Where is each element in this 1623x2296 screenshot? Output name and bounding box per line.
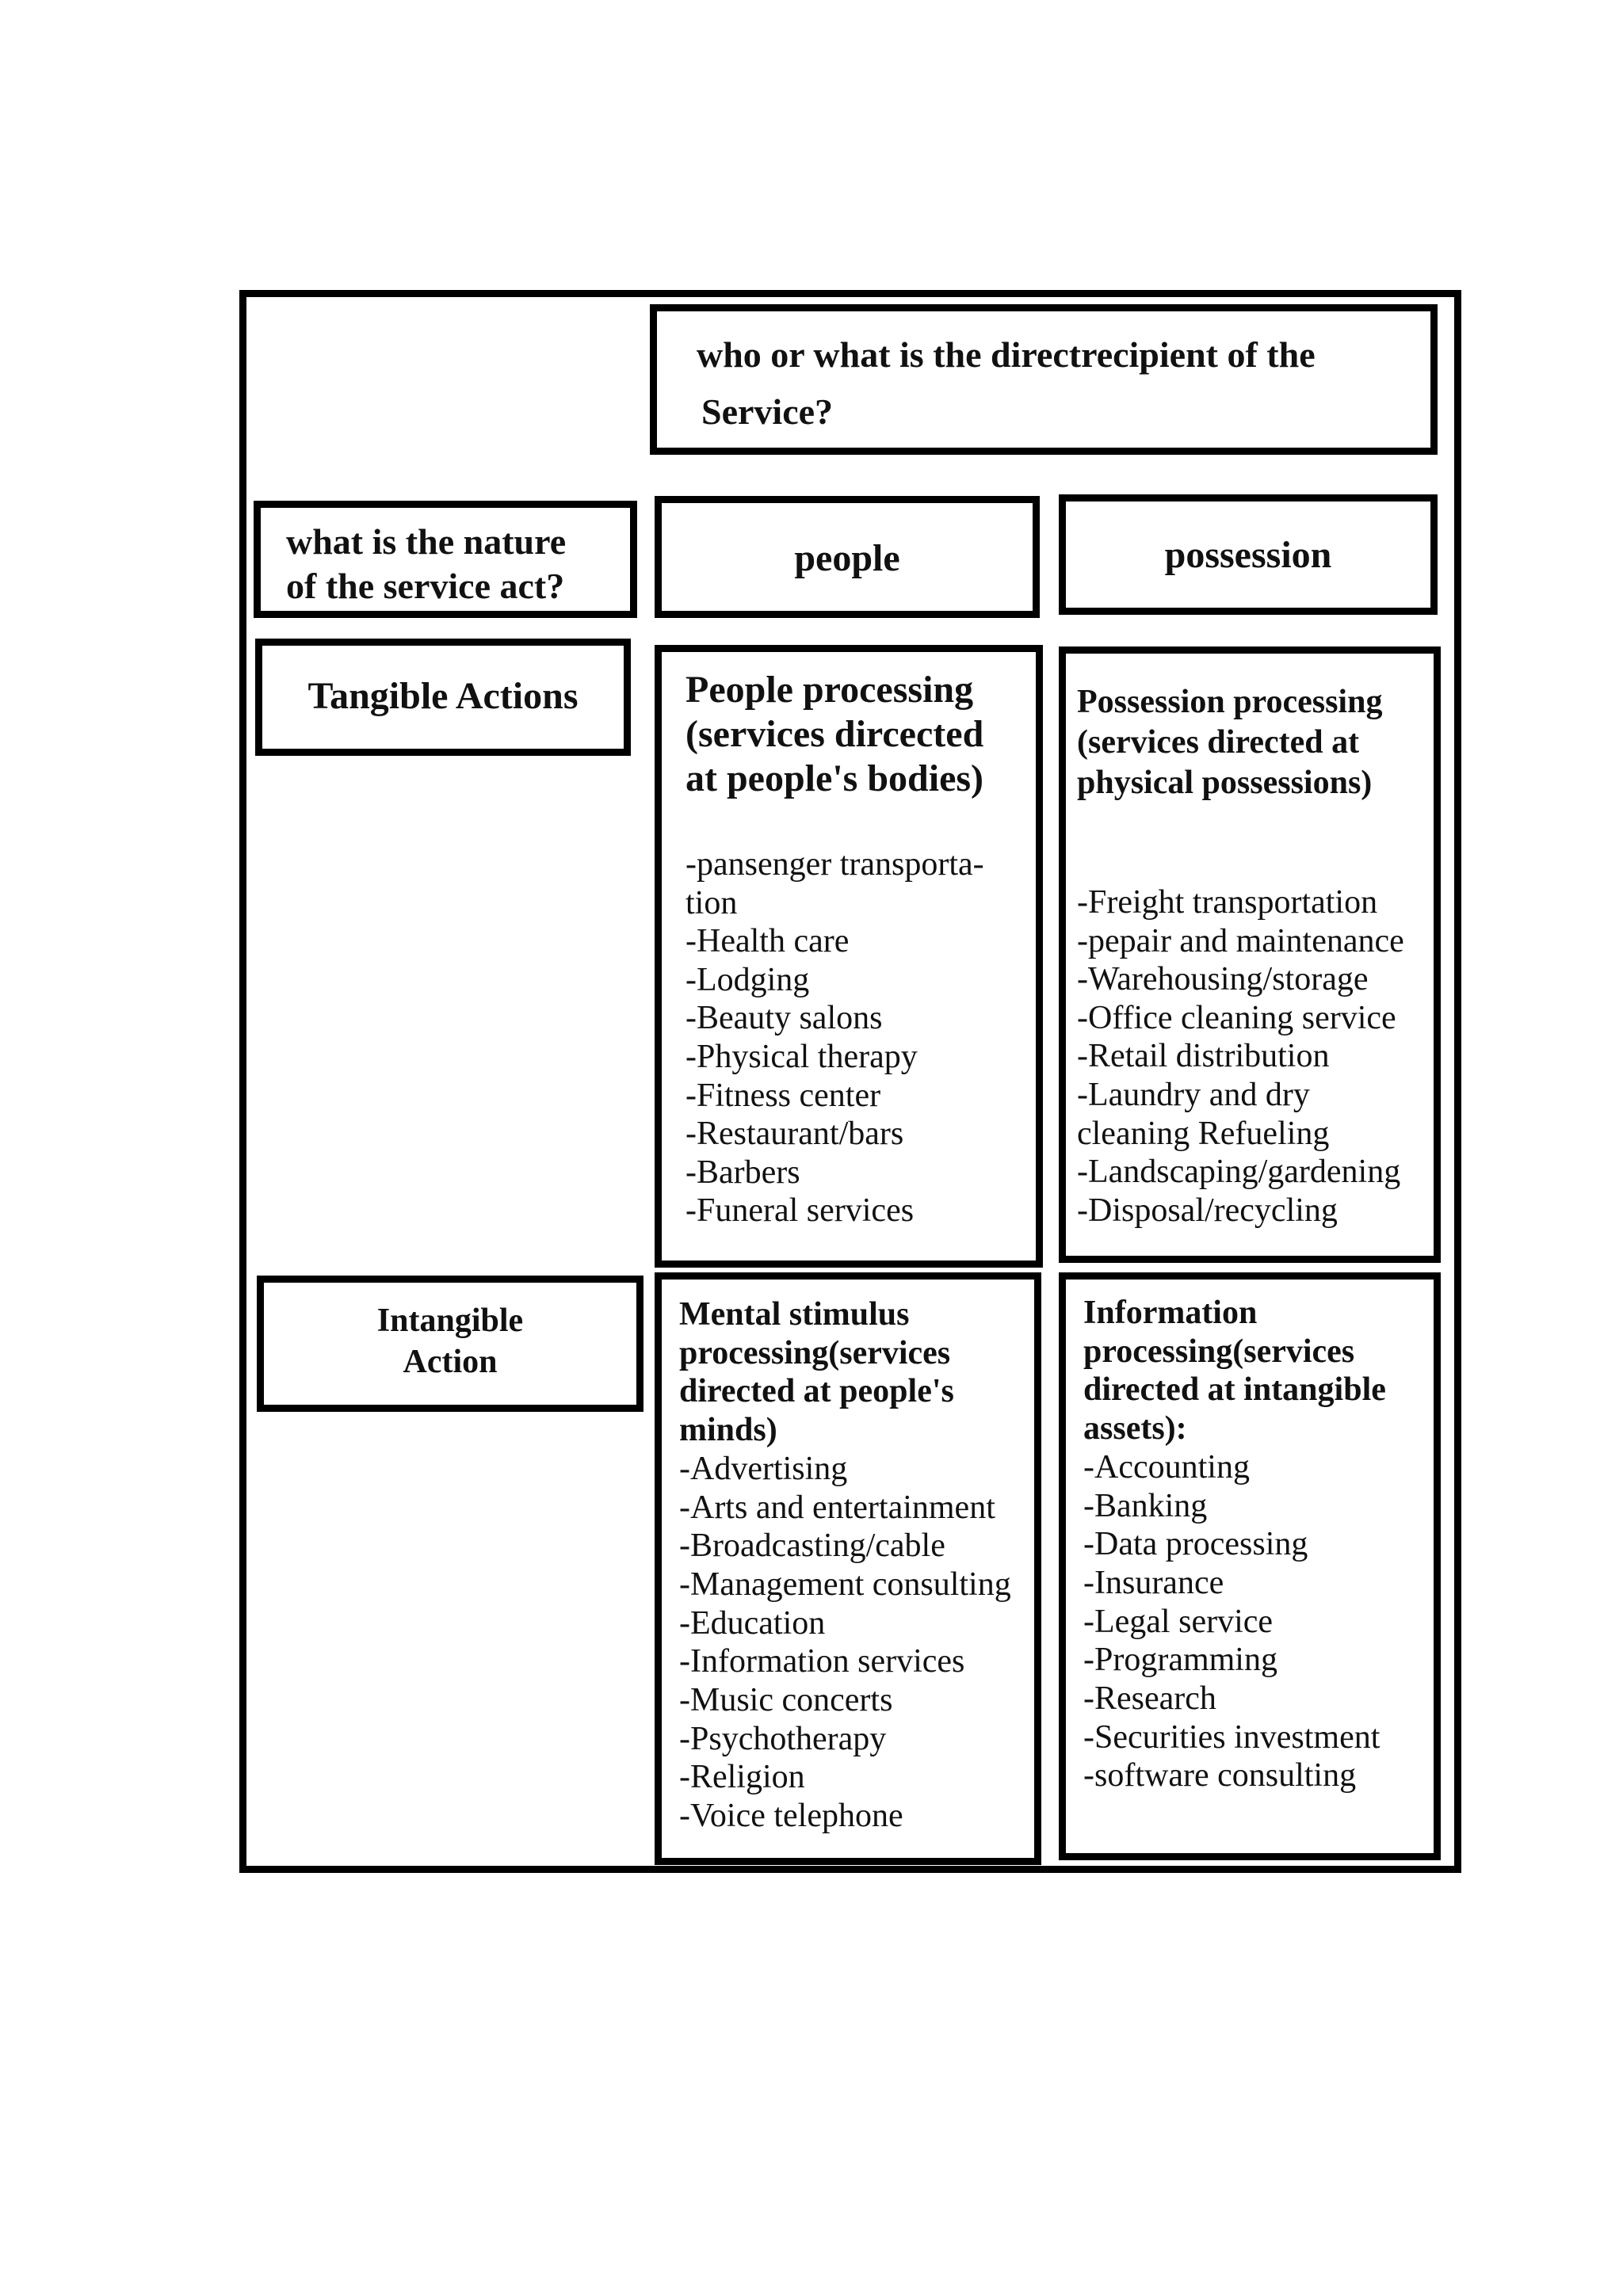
- nature-question-box: [254, 501, 637, 618]
- information-processing-title: Information processing(services directed at intangible assets):: [1083, 1295, 1386, 1447]
- people-column-label: people: [794, 537, 900, 579]
- information-processing-cell: [1059, 1272, 1441, 1860]
- mental-stimulus-processing-items: -Advertising -Arts and entertainment -Broadcasting/cable -Management consulting -Education -Information services -Music concerts -Psychotherapy -Religion -Voice telephone: [679, 1450, 1011, 1835]
- nature-question-line2: of the service act?: [286, 566, 565, 606]
- possession-column-label: possession: [1164, 534, 1332, 576]
- recipient-question-line1: who or what is the directrecipient of the: [697, 334, 1316, 375]
- information-processing-content: [1083, 1294, 1386, 1795]
- mental-stimulus-processing-title: Mental stimulus processing(services directed at people's minds): [679, 1296, 954, 1449]
- mental-stimulus-processing-cell: [655, 1272, 1041, 1865]
- nature-question-line1: what is the nature: [286, 521, 567, 562]
- intangible-action-label-line1: Intangible: [376, 1302, 524, 1339]
- recipient-question-box: [650, 304, 1438, 455]
- possession-processing-items: -Freight transportation -pepair and maintenance -Warehousing/storage -Office cleaning service -Retail distribution -Laundry and dry cleaning Refueling -Landscaping/gardening -Disposal/recycling: [1077, 884, 1404, 1229]
- people-processing-items: -pansenger transporta- tion -Health care -Lodging -Beauty salons -Physical therapy -Fitness center -Restaurant/bars -Barbers -Funeral services: [685, 846, 984, 1230]
- people-processing-cell: [655, 645, 1043, 1268]
- intangible-action-row-header: [257, 1276, 643, 1412]
- people-column-header: [655, 496, 1040, 618]
- possession-processing-title: Possession processing (services directed at physical possessions): [1077, 684, 1383, 801]
- possession-column-header: [1059, 494, 1438, 615]
- recipient-question-line2: Service?: [701, 391, 834, 432]
- intangible-action-label-line2: Action: [403, 1344, 498, 1380]
- mental-stimulus-processing-content: [679, 1295, 1011, 1836]
- possession-processing-cell: [1059, 646, 1441, 1263]
- information-processing-items: -Accounting -Banking -Data processing -Insurance -Legal service -Programming -Research -Securities investment -software consulting: [1083, 1448, 1381, 1794]
- tangible-actions-label: Tangible Actions: [307, 675, 579, 717]
- tangible-actions-row-header: [255, 639, 631, 756]
- people-processing-title: People processing (services dircected at people's bodies): [685, 669, 984, 799]
